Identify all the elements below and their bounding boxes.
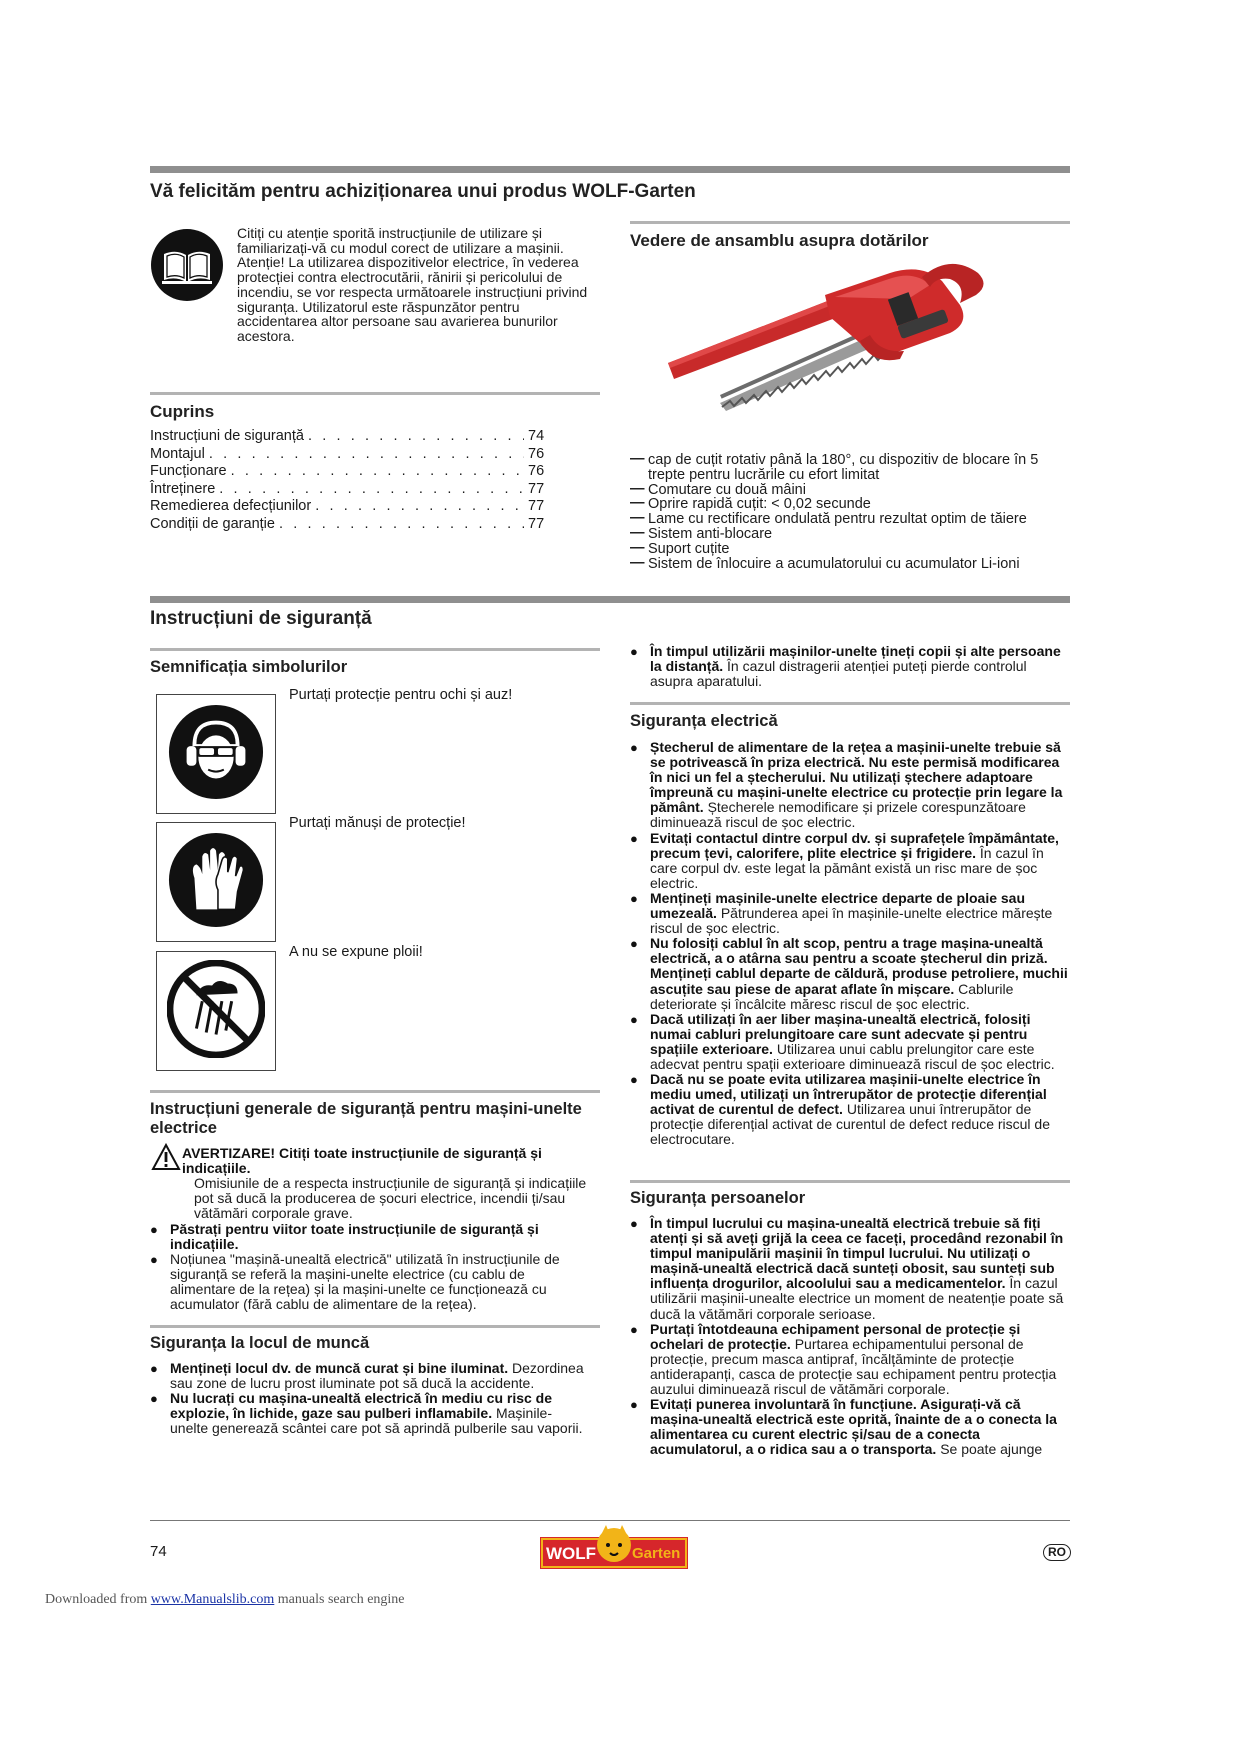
persons-b1-text: În cazul utilizării mașinii-unealte electrice un moment de neatenție poate să ducă la vătămări corporale serioase. <box>650 1275 1064 1322</box>
overview-title: Vedere de ansamblu asupra dotărilor <box>630 231 929 250</box>
persons-b2-text: Purtarea echipamentului personal de protecție, precum masca antipraf, încălțăminte de protecție antiderapanți, casca de protecție sau echipament pentru protecția auzului diminuează riscul de vătămări corporale. <box>650 1335 1057 1398</box>
logo-garten-text: Garten <box>632 1545 681 1562</box>
feature-item: — Comutare cu două mâini <box>630 483 1070 498</box>
symbol-box <box>156 822 276 942</box>
persons-b3-bold: Evitați punerea involuntară în funcțiune. Asigurați-vă că mașina-unealtă electrică este oprită, înainte de a o conecta la alimentarea cu curent electric și/sau de a conecta acumulatorul, a o ridica sau a o transporta. <box>650 1396 1057 1458</box>
manualslib-link[interactable]: www.Manualslib.com <box>150 1592 275 1607</box>
workplace-bullets <box>150 1361 590 1436</box>
gloves-icon <box>167 831 265 929</box>
feature-list <box>630 453 1070 571</box>
workplace-b1-text: Dezordinea sau zone de lucru prost iluminate pot să ducă la accidente. <box>170 1360 584 1391</box>
feature-item: — Sistem de înlocuire a acumulatorului cu acumulator Li-ioni <box>630 557 1070 572</box>
toc-divider <box>150 392 600 395</box>
safety-title: Instrucțiuni de siguranță <box>150 608 372 629</box>
symbols-divider <box>150 648 600 651</box>
electric-b3-text: Pătrunderea apei în mașinile-unelte electrice mărește riscul de șoc electric. <box>650 905 1053 937</box>
persons-divider <box>630 1180 1070 1183</box>
no-rain-icon <box>167 960 265 1058</box>
intro-text: Citiți cu atenție sporită instrucțiunile de utilizare și familiarizați-vă cu modul corect de utilizare a mașinii. Atenție! La utilizarea dispozitivelor electrice, în vederea protecției contra electrocutării, rănirii și pericolului de incendiu, se vor respecta următoarele instrucțiuni privind siguranța. Utilizatorul este răspunzător pentru accidentarea altor persoane sau avarierea bunurilor acestora. <box>237 225 588 344</box>
symbol-caption: Purtați mănuși de protecție! <box>289 815 466 831</box>
general-warning <box>182 1146 592 1221</box>
toc-item[interactable]: Instrucțiuni de siguranță . . . 74 <box>150 428 550 446</box>
electric-b5-text: Utilizarea unui cablu prelungitor care este adecvat pentru spații exterioare diminuează riscul de șoc electric. <box>650 1040 1055 1072</box>
page-title: Vă felicităm pentru achiziționarea unui produs WOLF-Garten <box>150 181 696 202</box>
workplace-b2-bold: Nu lucrați cu mașina-unealtă electrică în mediu cu risc de explozie, în lichide, gaze sau pulberi inflamabile. <box>170 1390 553 1421</box>
feature-item: — Oprire rapidă cuțit: < 0,02 secunde <box>630 497 1070 512</box>
download-prefix: Downloaded from <box>45 1592 148 1607</box>
overview-divider <box>630 221 1070 224</box>
electric-b2-bold: Evitați contactul dintre corpul dv. și suprafețele împământate, precum țevi, calorifere, plite electrice și frigidere. <box>650 829 1059 861</box>
general-bullet-2: ● Noțiunea "mașină-unealtă electrică" utilizată în instrucțiunile de siguranță se referă la mașini-unelte electrice (cu cablu de alimentare de la rețea) și la mașini-unelte ce funcționează cu acumulator (fără cablu de alimentare de la rețea). <box>150 1252 590 1312</box>
symbol-caption: A nu se expune ploii! <box>289 944 423 960</box>
hedge-trimmer-image <box>660 255 995 415</box>
feature-item: — cap de cuțit rotativ până la 180°, cu dispozitiv de blocare în 5 trepte pentru lucrările cu efort limitat <box>630 453 1070 483</box>
persons-b1-bold: În timpul lucrului cu mașina-unealtă electrică trebuie să fiți atenți și să aveți grijă la ceea ce faceți, procedând rezonabil în timpul manipulării mașinii în timpul lucrului. Nu utilizați o mașină-unealtă electrică dacă sunteți obosit, sau sunteți sub influența drogurilor, alcoolului sau a medicamentelor. <box>650 1215 1064 1292</box>
workplace-b2-text: Mașinile-unelte generează scântei care pot să aprindă pulberile sau vaporii. <box>170 1405 583 1436</box>
general-divider <box>150 1090 600 1093</box>
toc-item[interactable]: Remedierea defecțiunilor . . . 77 <box>150 498 550 516</box>
electric-b6-text: Utilizarea unui întrerupător de protecție diferențial activat de curentul de defect reduce riscul de electrocutare. <box>650 1101 1051 1148</box>
toc-item[interactable]: Condiții de garanție . . . 77 <box>150 516 550 534</box>
download-suffix: manuals search engine <box>277 1592 405 1607</box>
symbol-box <box>156 951 276 1071</box>
electric-b6-bold: Dacă nu se poate evita utilizarea mașinii-unelte electrice în mediu umed, utilizați un întrerupător de protecție diferențial activat de curentul de defect. <box>650 1071 1047 1118</box>
feature-item: — Sistem anti-blocare <box>630 527 1070 542</box>
feature-item: — Lame cu rectificare ondulată pentru rezultat optim de tăiere <box>630 512 1070 527</box>
children-text: În cazul distragerii atenției puteți pierde controlul asupra aparatului. <box>650 658 1027 689</box>
electric-bullets <box>630 740 1074 1148</box>
top-bar <box>150 166 1070 173</box>
page-number: 74 <box>150 1543 167 1560</box>
children-bold: În timpul utilizării mașinilor-unelte țineți copii și alte persoane la distanță. <box>650 643 1061 674</box>
safety-bar <box>150 596 1070 603</box>
persons-bullets <box>630 1216 1074 1458</box>
symbol-caption: Purtați protecție pentru ochi și auz! <box>289 687 513 703</box>
warning-heading: AVERTIZARE! Citiți toate instrucțiunile de siguranță și indicațiile. <box>182 1145 542 1176</box>
persons-title: Siguranța persoanelor <box>630 1189 806 1207</box>
electric-b4-bold: Nu folosiți cablul în alt scop, pentru a trage mașina-unealtă electrică, a o atârna sau pentru a scoate ștecherul din priză. Mențineți cablul departe de căldură, produse petroliere, muchii ascuțite sau piese de aparat aflate în mișcare. <box>650 935 1068 997</box>
workplace-divider <box>150 1325 600 1328</box>
electric-b5-bold: Dacă utilizați în aer liber mașina-unealtă electrică, folosiți numai cabluri prelungitoare care sunt adecvate și pentru spațiile exterioare. <box>650 1010 1031 1057</box>
feature-item: — Suport cuțite <box>630 542 1070 557</box>
electric-divider <box>630 702 1070 705</box>
electric-b1-bold: Ștecherul de alimentare de la rețea a mașinii-unelte trebuie să se potrivească în priza electrică. Nu este permisă modificarea în nici un fel a ștecherului. Nu utilizați ștechere adaptoare împreună cu mașini-unelte electrice cu protecție prin legare la pământ. <box>650 739 1063 816</box>
warning-icon <box>151 1143 181 1171</box>
symbols-title: Semnificația simbolurilor <box>150 658 348 676</box>
toc-item[interactable]: Montajul . . . 76 <box>150 446 550 464</box>
download-note <box>45 1592 405 1608</box>
electric-b2-text: În cazul în care corpul dv. este legat la pământ există un risc mare de șoc electric. <box>650 844 1044 891</box>
warning-text: Omisiunile de a respecta instrucțiunile de siguranță și indicațiile pot să ducă la producerea de șocuri electrice, incendii ți/sau vătămări corporale grave. <box>194 1175 587 1221</box>
general-bullet-1: Păstrați pentru viitor toate instrucțiunile de siguranță și indicațiile. <box>170 1221 539 1252</box>
persons-b2-bold: Purtați întotdeauna echipament personal de protecție și ochelari de protecție. <box>650 1320 1021 1352</box>
toc-list <box>150 428 550 534</box>
eye-ear-protection-icon <box>167 703 265 801</box>
toc-item[interactable]: Funcționare . . . 76 <box>150 463 550 481</box>
electric-b1-text: Ștecherele nemodificare și prizele corespunzătoare diminuează riscul de șoc electric. <box>650 799 1026 831</box>
footer-rule <box>150 1520 1070 1521</box>
workplace-b1-bold: Mențineți locul dv. de muncă curat și bine iluminat. <box>170 1360 509 1376</box>
general-bullets <box>150 1222 590 1312</box>
wolf-garten-logo <box>540 1523 688 1571</box>
book-icon <box>150 228 224 302</box>
toc-item[interactable]: Întreținere . . . 77 <box>150 481 550 499</box>
symbol-box <box>156 694 276 814</box>
children-bullet <box>630 644 1070 689</box>
toc-title: Cuprins <box>150 402 215 421</box>
general-title: Instrucțiuni generale de siguranță pentru mașini-unelte electrice <box>150 1100 582 1137</box>
electric-b4-text: Cablurile deteriorate și încâlcite măresc riscul de șoc electric. <box>650 980 1014 1012</box>
logo-wolf-text: WOLF <box>546 1544 597 1563</box>
persons-b3-text: Se poate ajunge <box>940 1441 1043 1458</box>
workplace-title: Siguranța la locul de muncă <box>150 1334 370 1352</box>
electric-title: Siguranța electrică <box>630 712 778 730</box>
language-badge: RO <box>1043 1544 1071 1561</box>
electric-b3-bold: Mențineți mașinile-unelte electrice departe de ploaie sau umezeală. <box>650 889 1026 922</box>
